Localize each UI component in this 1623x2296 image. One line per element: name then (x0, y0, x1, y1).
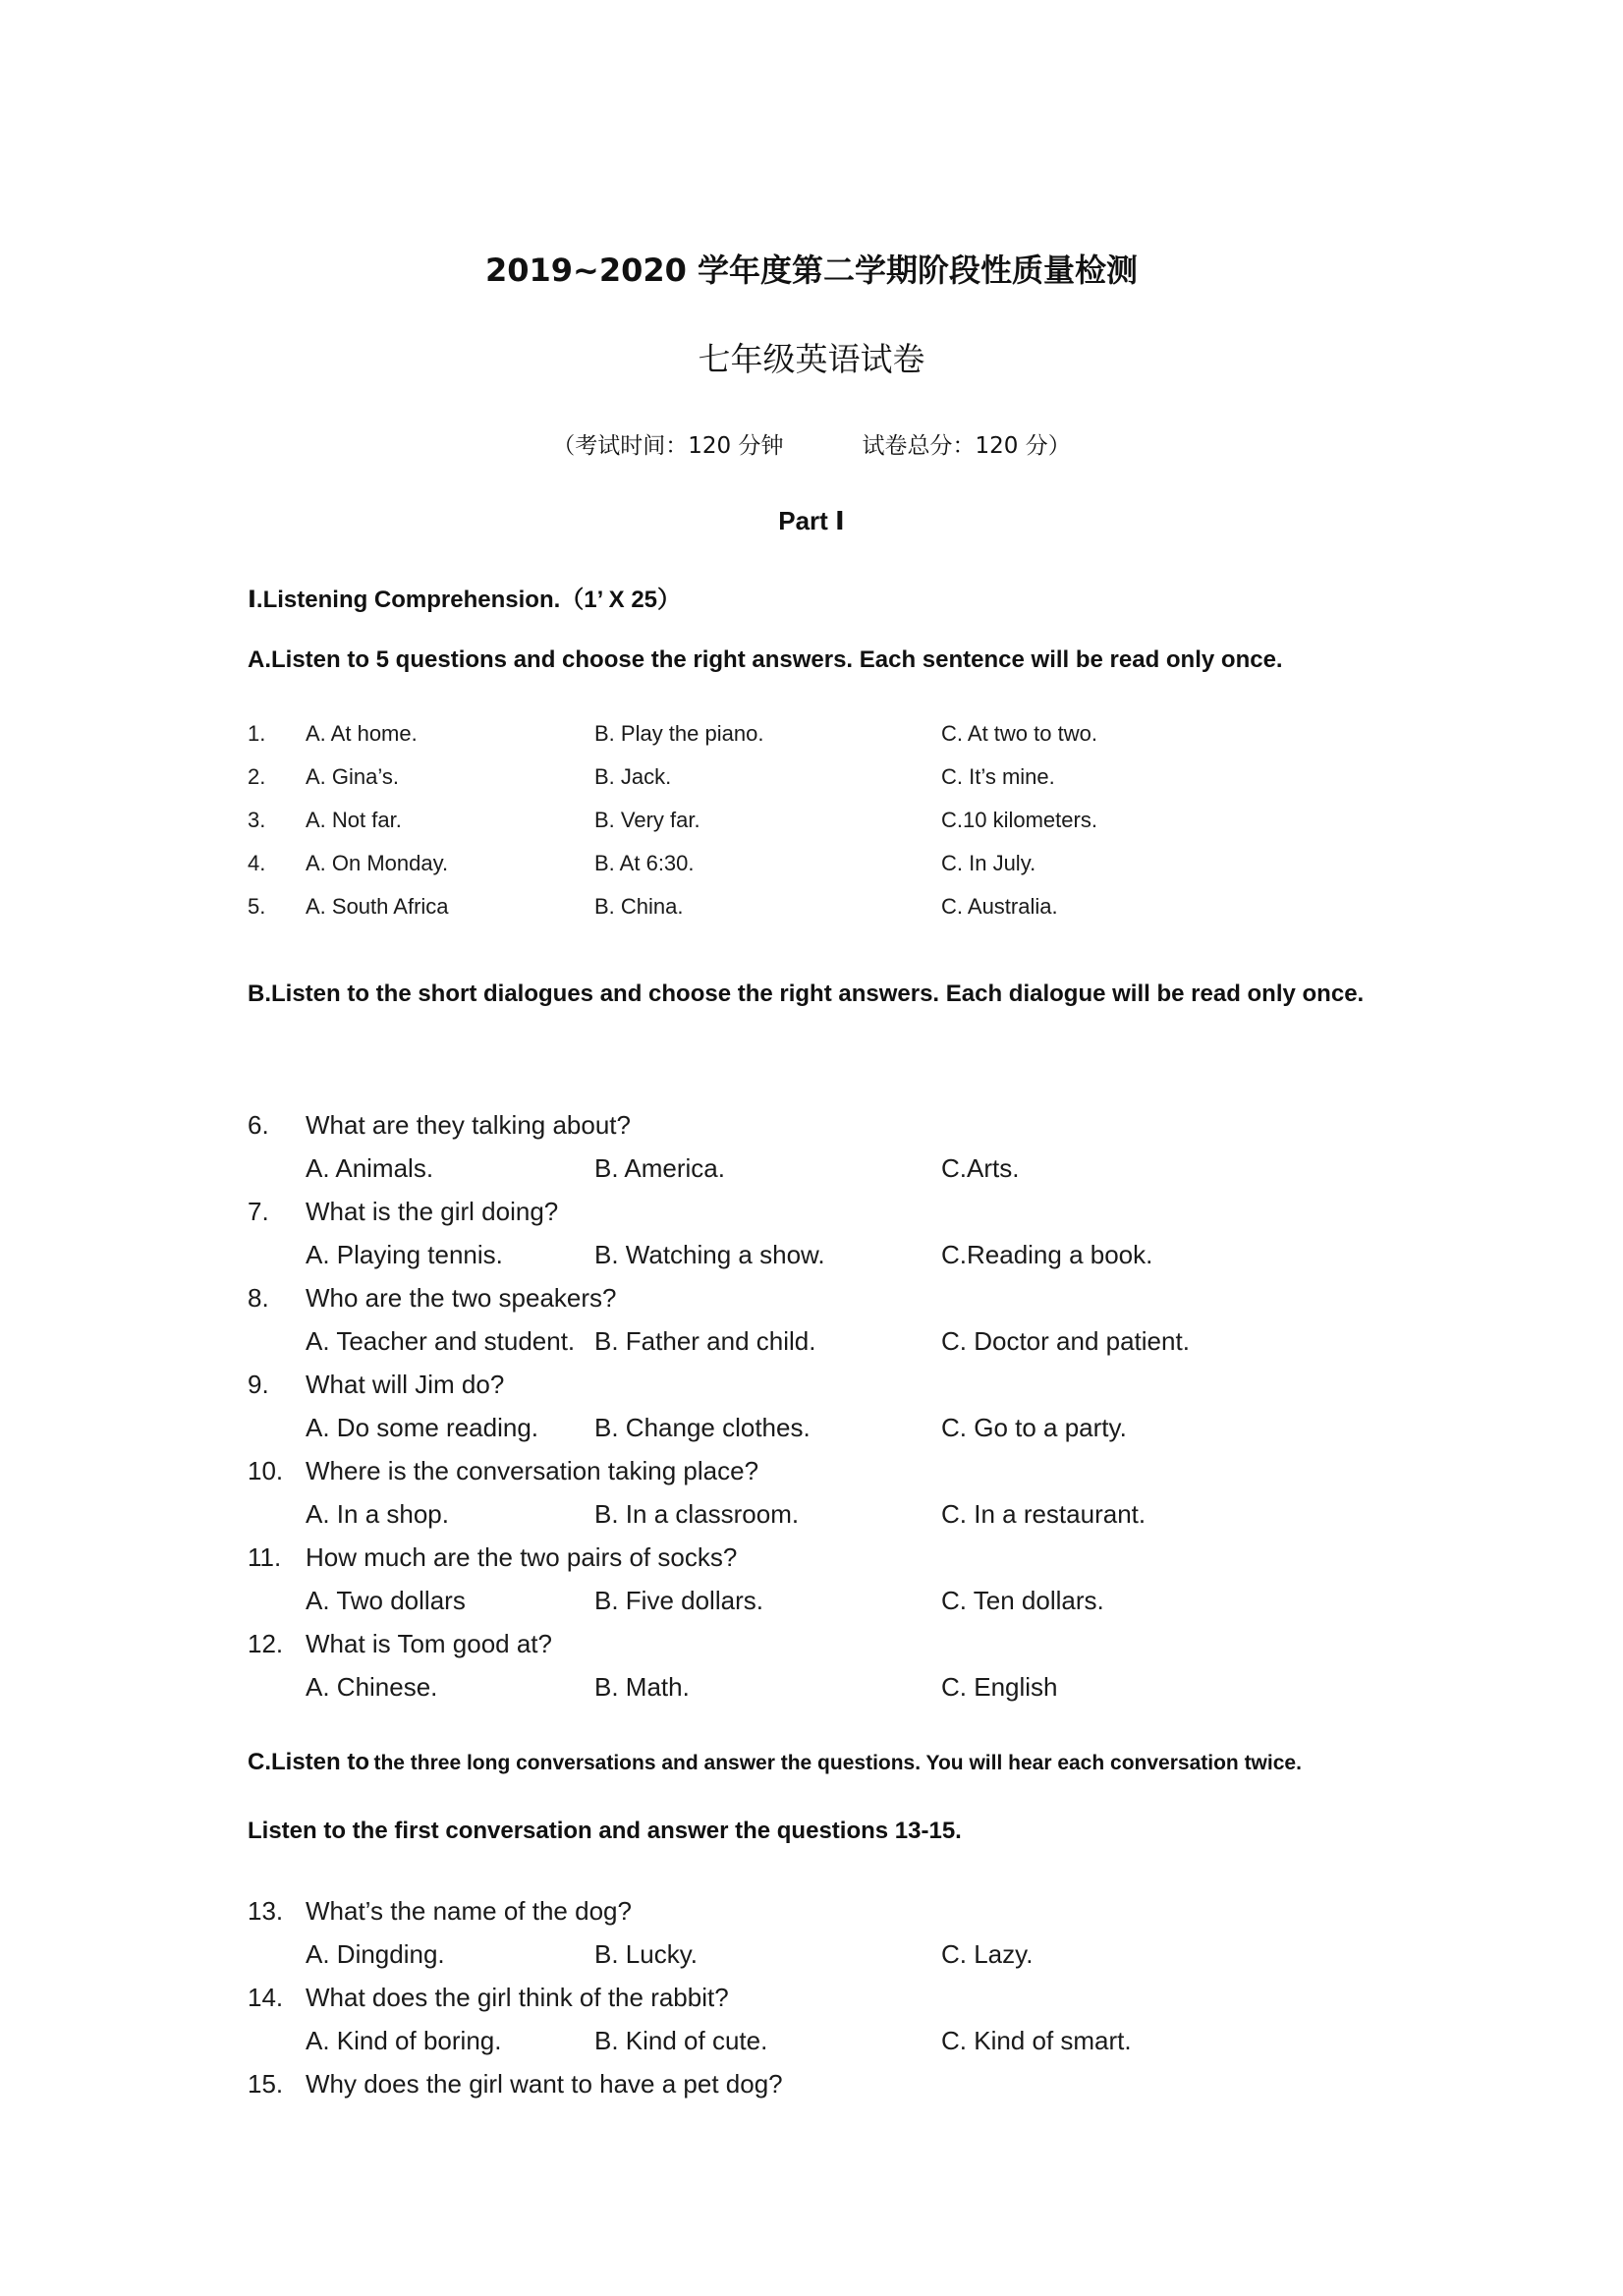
option-b: B. Play the piano. (594, 721, 764, 746)
exam-title: 2019~2020 学年度第二学期阶段性质量检测 (484, 252, 1139, 289)
option-c: C.Arts. (941, 1153, 1020, 1183)
option-b: B. Five dollars. (594, 1586, 763, 1615)
question-number: 10. (248, 1456, 284, 1485)
item-number: 1. (248, 721, 266, 746)
option-c: C. Lazy. (941, 1939, 1034, 1969)
part-label: Part Ⅰ (778, 506, 845, 535)
item-number: 3. (248, 808, 266, 832)
option-b: B. In a classroom. (594, 1499, 800, 1529)
option-c: C. In a restaurant. (941, 1499, 1147, 1529)
option-c: C. English (941, 1672, 1058, 1702)
option-b: B. Math. (594, 1672, 690, 1702)
question-number: 9. (248, 1370, 269, 1399)
exam-time: （考试时间：120 分钟 (552, 433, 784, 459)
question-text: Why does the girl want to have a pet dog? (306, 2069, 783, 2099)
option-b: B. Jack. (594, 764, 672, 789)
part-c-instruction-rest: the three long conversations and answer the questions. You will hear each conversation twice. (373, 1752, 1302, 1774)
question-number: 7. (248, 1197, 269, 1226)
option-c: C. In July. (941, 851, 1036, 875)
option-a: A. Playing tennis. (306, 1240, 503, 1269)
option-b: B. Lucky. (594, 1939, 699, 1969)
part-b-instruction: B.Listen to the short dialogues and choose the right answers. Each dialogue will be read only once. (248, 980, 1365, 1007)
question-text: What does the girl think of the rabbit? (306, 1983, 729, 2012)
option-b: B. Very far. (594, 808, 700, 832)
option-a: A. Animals. (306, 1153, 434, 1183)
option-b: B. Change clothes. (594, 1413, 811, 1442)
question-text: What are they talking about? (306, 1110, 631, 1140)
question-number: 15. (248, 2069, 284, 2099)
part-c-instruction-lead: C.Listen to (248, 1749, 369, 1775)
item-number: 5. (248, 894, 266, 919)
option-b: B. America. (594, 1153, 725, 1183)
question-text: What will Jim do? (306, 1370, 505, 1399)
exam-info (0, 427, 1623, 460)
part-c-instruction (248, 1749, 1302, 1776)
option-a: A. At home. (306, 721, 418, 746)
option-c: C. Ten dollars. (941, 1586, 1104, 1615)
option-a: A. Do some reading. (306, 1413, 539, 1442)
question-text: Who are the two speakers? (306, 1283, 617, 1313)
question-number: 6. (248, 1110, 269, 1140)
exam-total-score: 试卷总分：120 分） (862, 433, 1071, 459)
option-a: A. Two dollars (306, 1586, 466, 1615)
part-a-instruction: A.Listen to 5 questions and choose the right answers. Each sentence will be read only once. (248, 646, 1283, 673)
question-text: What is Tom good at? (306, 1629, 552, 1658)
item-number: 2. (248, 764, 266, 789)
option-b: B. At 6:30. (594, 851, 695, 875)
option-a: A. Teacher and student. (306, 1326, 576, 1356)
exam-subtitle: 七年级英语试卷 (698, 340, 925, 378)
question-number: 12. (248, 1629, 284, 1658)
option-c: C. Doctor and patient. (941, 1326, 1190, 1356)
question-text: How much are the two pairs of socks? (306, 1542, 738, 1572)
question-number: 13. (248, 1896, 284, 1926)
option-a: A. On Monday. (306, 851, 449, 875)
option-a: A. Dingding. (306, 1939, 445, 1969)
option-c: C. It’s mine. (941, 764, 1055, 789)
option-c: C.10 kilometers. (941, 808, 1097, 832)
question-number: 8. (248, 1283, 269, 1313)
option-c: C. Australia. (941, 894, 1058, 919)
option-c: C. At two to two. (941, 721, 1097, 746)
question-number: 14. (248, 1983, 284, 2012)
option-c: C. Kind of smart. (941, 2026, 1132, 2055)
option-a: A. Not far. (306, 808, 402, 832)
question-text: What’s the name of the dog? (306, 1896, 632, 1926)
option-b: B. Kind of cute. (594, 2026, 768, 2055)
option-a: A. Gina’s. (306, 764, 399, 789)
option-a: A. South Africa (306, 894, 449, 919)
section-heading: Ⅰ.Listening Comprehension.（1’ X 25） (248, 587, 682, 613)
option-c: C.Reading a book. (941, 1240, 1153, 1269)
option-c: C. Go to a party. (941, 1413, 1127, 1442)
option-b: B. China. (594, 894, 684, 919)
question-text: What is the girl doing? (306, 1197, 559, 1226)
option-b: B. Father and child. (594, 1326, 816, 1356)
option-a: A. Kind of boring. (306, 2026, 502, 2055)
option-a: A. Chinese. (306, 1672, 438, 1702)
option-b: B. Watching a show. (594, 1240, 825, 1269)
option-a: A. In a shop. (306, 1499, 449, 1529)
item-number: 4. (248, 851, 266, 875)
part-c-sub-instruction: Listen to the first conversation and answer the questions 13-15. (248, 1818, 962, 1844)
question-number: 11. (248, 1542, 282, 1572)
question-text: Where is the conversation taking place? (306, 1456, 759, 1485)
